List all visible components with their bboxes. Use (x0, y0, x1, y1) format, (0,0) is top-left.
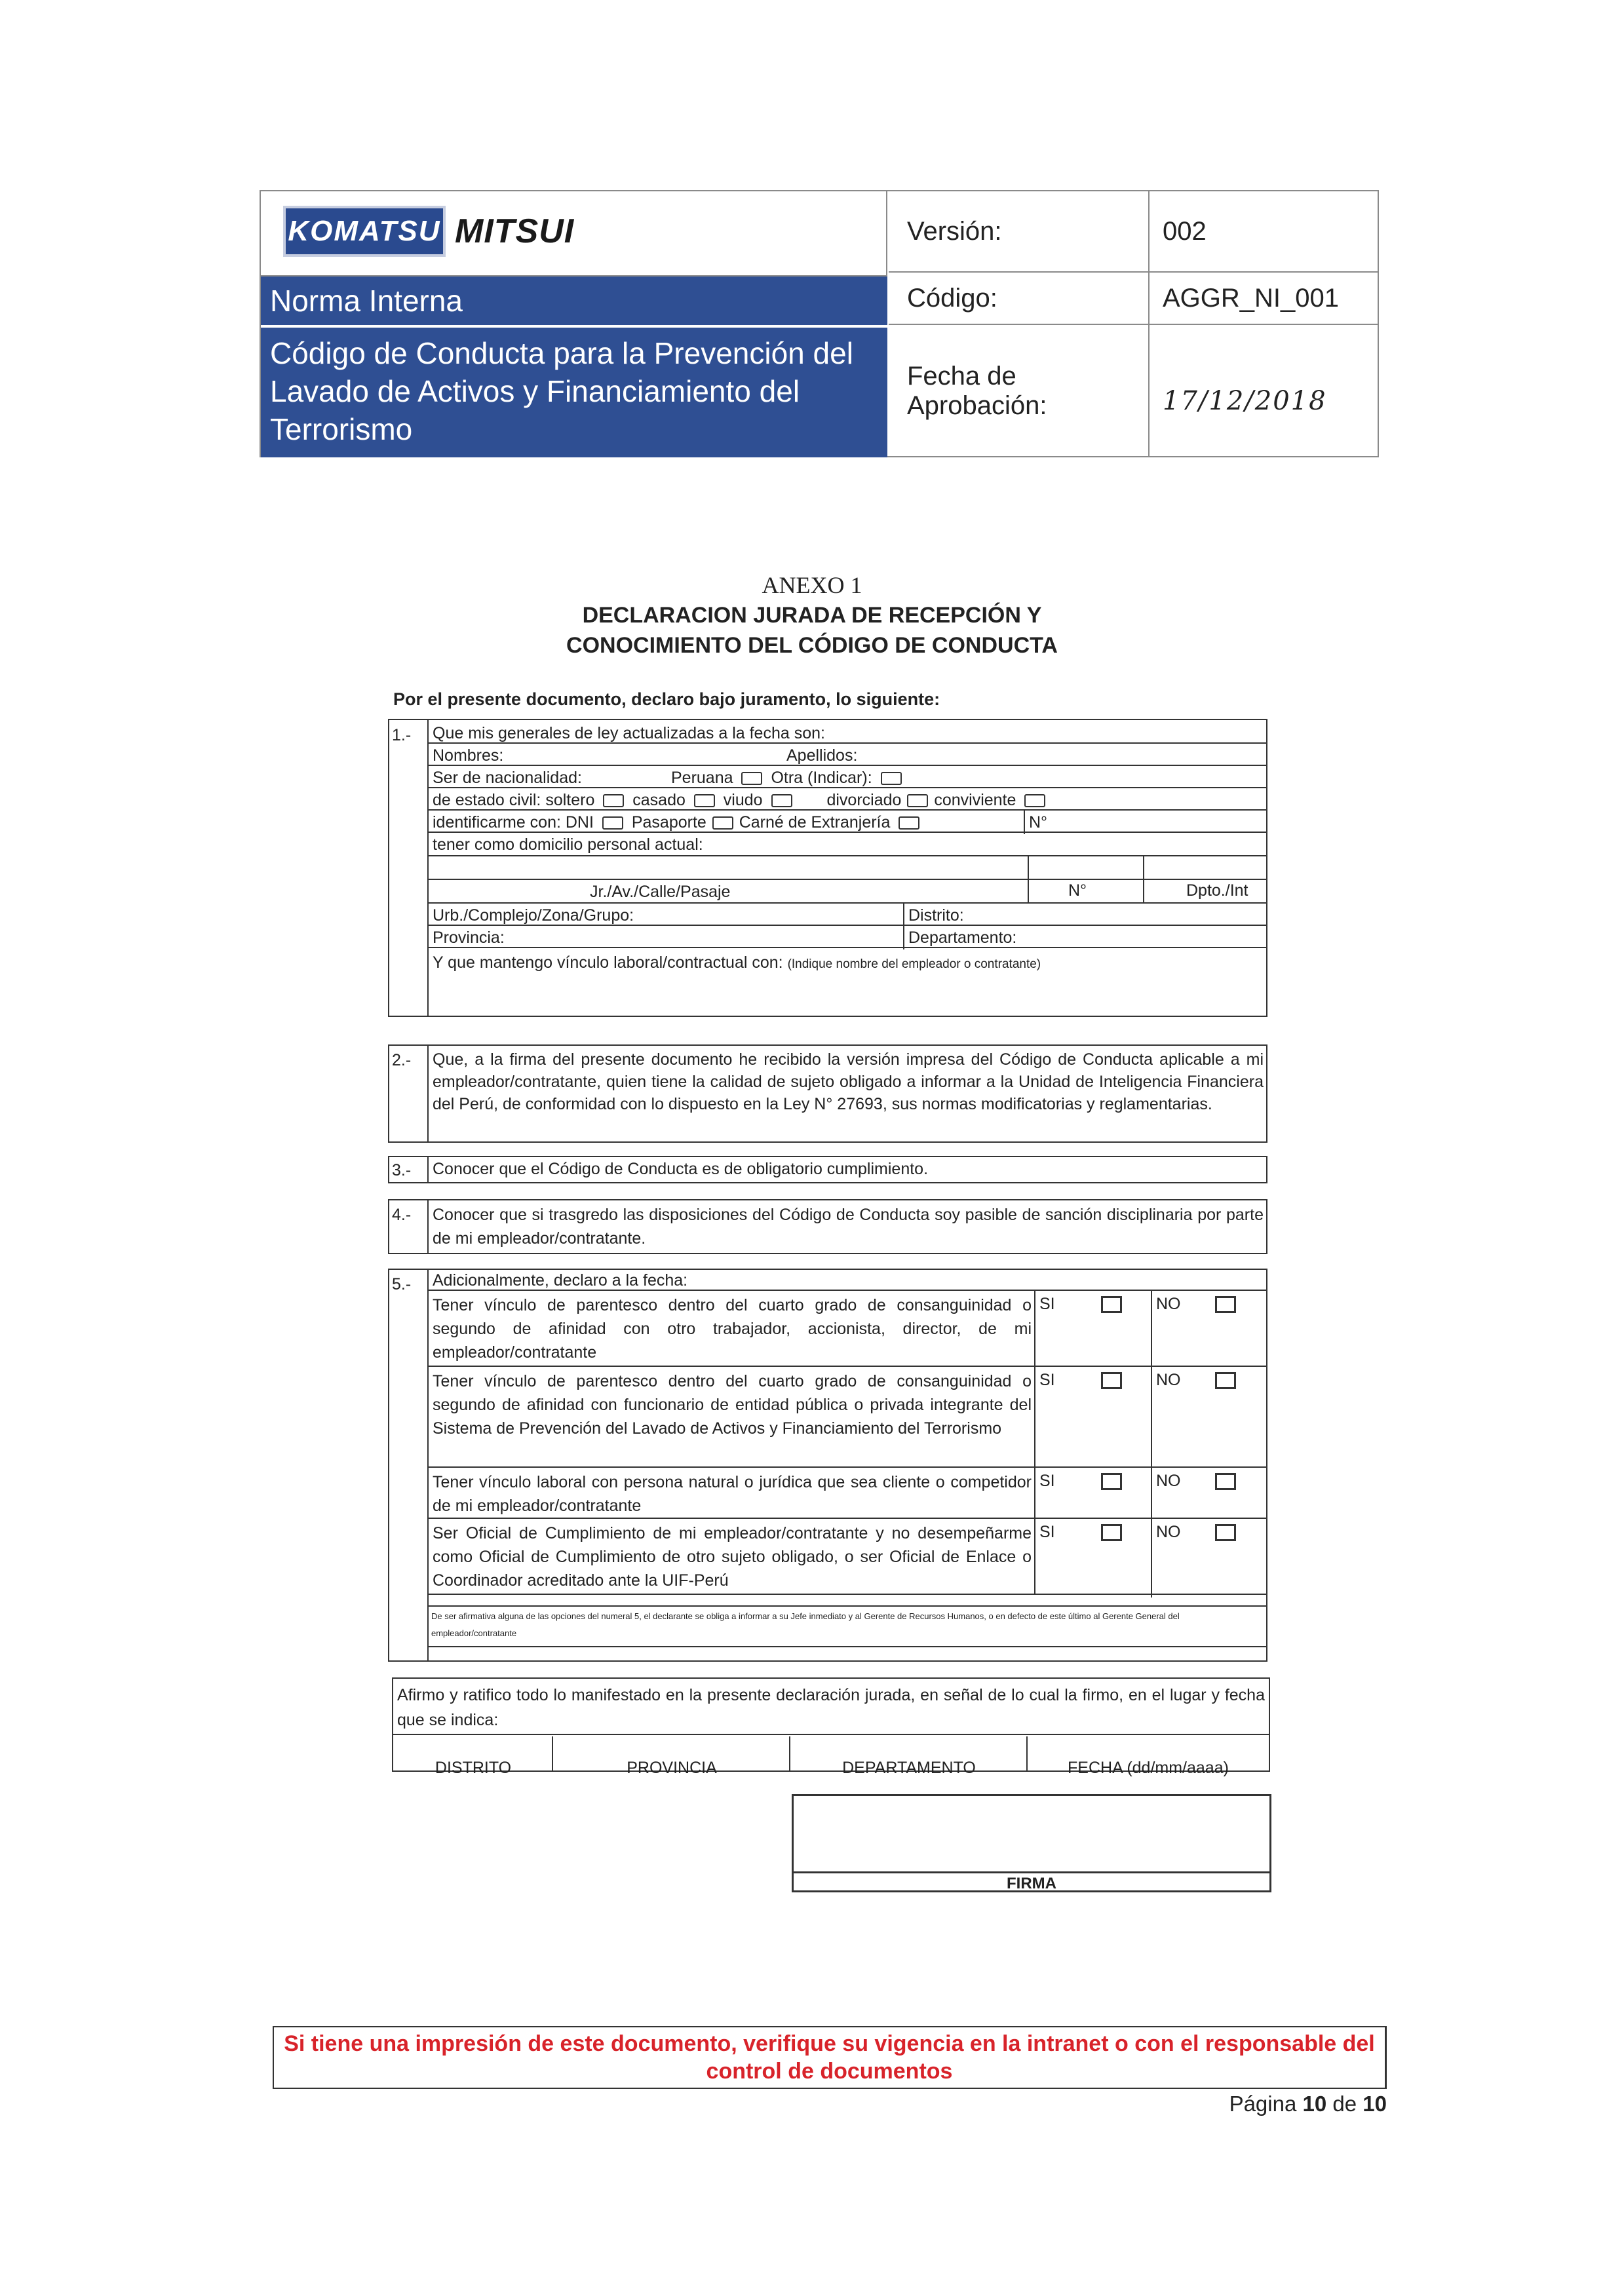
s1-nationality-row (429, 766, 1267, 788)
doc-type-band (261, 277, 887, 325)
s1-id-row (429, 811, 1267, 833)
logo-cell (261, 191, 887, 277)
married-checkbox[interactable] (694, 794, 715, 807)
widowed-checkbox[interactable] (771, 794, 792, 807)
single-checkbox[interactable] (603, 794, 624, 807)
street-label: Jr./Av./Calle/Pasaje (590, 883, 731, 901)
yes-label: SI (1039, 1523, 1055, 1541)
department-caption: DEPARTAMENTO (842, 1759, 976, 1777)
id-dni-label: identificarme con: DNI (433, 813, 594, 832)
doc-title: Código de Conducta para la Prevención del Lavado de Activos y Financiamiento del Terrorismo (270, 336, 853, 446)
item-2-no-checkbox[interactable] (1215, 1372, 1236, 1389)
s5-item-1-options (1035, 1291, 1267, 1367)
other-checkbox[interactable] (881, 772, 902, 785)
code-value: AGGR_NI_001 (1150, 273, 1379, 325)
divorced-checkbox[interactable] (907, 794, 928, 807)
code-label: Código: (889, 273, 1150, 325)
peruvian-checkbox[interactable] (741, 772, 762, 785)
dni-checkbox[interactable] (602, 816, 623, 830)
id-number-label: N° (1024, 811, 1047, 834)
item-3-yes-checkbox[interactable] (1101, 1473, 1122, 1490)
s5-item-3: Tener vínculo laboral con persona natural o jurídica que sea cliente o competidor de mi empleador/contratante (429, 1468, 1035, 1519)
s1-street-row (429, 856, 1267, 904)
print-notice: Si tiene una impresión de este documento, verifique su vigencia en la intranet o con el responsable del control de documentos (273, 2026, 1387, 2089)
date-caption: FECHA (dd/mm/aaaa) (1068, 1759, 1229, 1777)
page-current: 10 (1302, 2092, 1327, 2116)
urb-label: Urb./Complejo/Zona/Grupo: (433, 906, 634, 925)
civil-single-label: de estado civil: soltero (433, 791, 595, 809)
s5-item-3-options (1035, 1468, 1267, 1519)
page-of: de (1332, 2092, 1357, 2116)
section-2-number: 2.- (392, 1051, 412, 1069)
s1-civil-row (429, 788, 1267, 811)
annex-title-line2: CONOCIMIENTO DEL CÓDIGO DE CONDUCTA (566, 633, 1058, 658)
s5-item-2: Tener vínculo de parentesco dentro del cuarto grado de consanguinidad o segundo de afinidad con funcionario de entidad pública o privada integrante del Sistema de Prevención del Lavado de Activos y Financiamiento del Terrorismo (429, 1367, 1035, 1468)
page-total: 10 (1363, 2092, 1387, 2116)
mitsui-logo: MITSUI (455, 212, 575, 250)
section-5-number: 5.- (392, 1275, 412, 1293)
apt-label: Dpto./Int (1186, 881, 1248, 900)
version-value: 002 (1150, 191, 1379, 273)
item-3-no-checkbox[interactable] (1215, 1473, 1236, 1490)
no-label: NO (1151, 1367, 1181, 1470)
affirm-place-date-row (393, 1736, 1269, 1777)
s1-urb-row (429, 904, 1267, 926)
district-label: Distrito: (903, 904, 964, 927)
page-prefix: Página (1229, 2092, 1297, 2116)
signature-caption: FIRMA (794, 1871, 1269, 1891)
affirm-text: Afirmo y ratifico todo lo manifestado en la presente declaración jurada, en señal de lo cual la firmo, en el lugar y fecha que se indica: (393, 1679, 1269, 1735)
section-1-content (427, 719, 1267, 1017)
province-caption: PROVINCIA (627, 1759, 717, 1777)
item-4-no-checkbox[interactable] (1215, 1524, 1236, 1541)
document-header (260, 190, 1379, 457)
department-label: Departamento: (903, 926, 1016, 949)
province-label: Provincia: (433, 928, 505, 947)
s1-address-row: tener como domicilio personal actual: (429, 833, 1267, 856)
s5-item-1: Tener vínculo de parentesco dentro del cuarto grado de consanguinidad o segundo de afinidad con otro trabajador, accionista, director, de mi empleador/contratante (429, 1291, 1035, 1367)
s1-employer-row (433, 953, 1041, 972)
yes-label: SI (1039, 1295, 1055, 1313)
other-label: Otra (Indicar): (771, 769, 872, 787)
annex-number: ANEXO 1 (762, 572, 862, 598)
cohabiting-label: conviviente (934, 791, 1016, 809)
no-label: NO (1151, 1468, 1181, 1521)
foreign-card-label: Carné de Extranjería (739, 813, 891, 832)
peruvian-label: Peruana (671, 769, 733, 787)
s5-item-4: Ser Oficial de Cumplimiento de mi empleador/contratante y no desempeñarme como Oficial de Cumplimiento de otro sujeto obligado, o ser Oficial de Enlace o Coordinador acreditado ante la UIF-Perú (429, 1519, 1035, 1595)
s5-footnote: De ser afirmativa alguna de las opciones del numeral 5, el declarante se obliga a informar a su Jefe inmediato y al Gerente de Recursos Humanos, o en defecto de este último al Gerente General del empleador/contratante (429, 1605, 1267, 1647)
s1-heading: Que mis generales de ley actualizadas a la fecha son: (429, 719, 1267, 744)
annex-intro: Por el presente documento, declaro bajo juramento, lo siguiente: (393, 689, 940, 709)
divorced-label: divorciado (826, 791, 902, 809)
doc-type: Norma Interna (270, 284, 463, 318)
s1-names-row (429, 744, 1267, 766)
section-3-number: 3.- (392, 1161, 412, 1179)
item-1-no-checkbox[interactable] (1215, 1296, 1236, 1313)
s5-heading: Adicionalmente, declaro a la fecha: (429, 1269, 1267, 1291)
s5-item-4-options (1035, 1519, 1267, 1595)
no-label: NO (1151, 1291, 1181, 1369)
street-number-label: N° (1068, 881, 1087, 900)
annex-title-line1: DECLARACION JURADA DE RECEPCIÓN Y (582, 603, 1042, 628)
district-caption: DISTRITO (435, 1759, 512, 1777)
item-4-yes-checkbox[interactable] (1101, 1524, 1122, 1541)
employer-label: Y que mantengo vínculo laboral/contractual con: (433, 953, 783, 972)
item-1-yes-checkbox[interactable] (1101, 1296, 1122, 1313)
names-label: Nombres: (433, 746, 504, 765)
married-label: casado (632, 791, 686, 809)
approval-date-handwritten: 17/12/2018 (1163, 386, 1327, 416)
foreign-card-checkbox[interactable] (899, 816, 919, 830)
passport-label: Pasaporte (631, 813, 706, 832)
passport-checkbox[interactable] (712, 816, 733, 830)
no-label: NO (1151, 1519, 1181, 1598)
yes-label: SI (1039, 1371, 1055, 1389)
s5-item-2-options (1035, 1367, 1267, 1468)
section-4-number: 4.- (392, 1206, 412, 1224)
surnames-label: Apellidos: (786, 746, 858, 765)
yes-label: SI (1039, 1472, 1055, 1490)
cohabiting-checkbox[interactable] (1024, 794, 1045, 807)
section-3-text: Conocer que el Código de Conducta es de obligatorio cumplimiento. (427, 1156, 1267, 1183)
section-4-text: Conocer que si trasgredo las disposiciones del Código de Conducta soy pasible de sanción disciplinaria por parte de mi empleador/contratante. (427, 1199, 1267, 1254)
section-2-text: Que, a la firma del presente documento he recibido la versión impresa del Código de Conducta aplicable a mi empleador/contratante, quien tiene la calidad de sujeto obligado a informar a la Unidad de Inteligencia Financiera del Perú, de conformidad con lo dispuesto en la Ley N° 27693, sus normas modificatorias y reglamentarias. (427, 1044, 1267, 1143)
employer-hint: (Indique nombre del empleador o contratante) (787, 957, 1041, 971)
nationality-label: Ser de nacionalidad: (433, 769, 582, 787)
section-5-content (427, 1269, 1267, 1662)
item-2-yes-checkbox[interactable] (1101, 1372, 1122, 1389)
approval-date-label: Fecha de Aprobación: (889, 325, 1150, 457)
widowed-label: viudo (723, 791, 763, 809)
s1-province-row (429, 926, 1267, 948)
section-1-number: 1.- (392, 726, 412, 744)
komatsu-logo: KOMATSU (283, 206, 446, 257)
doc-title-band (261, 328, 887, 457)
version-label: Versión: (889, 191, 1150, 273)
page-number (1219, 2092, 1387, 2116)
